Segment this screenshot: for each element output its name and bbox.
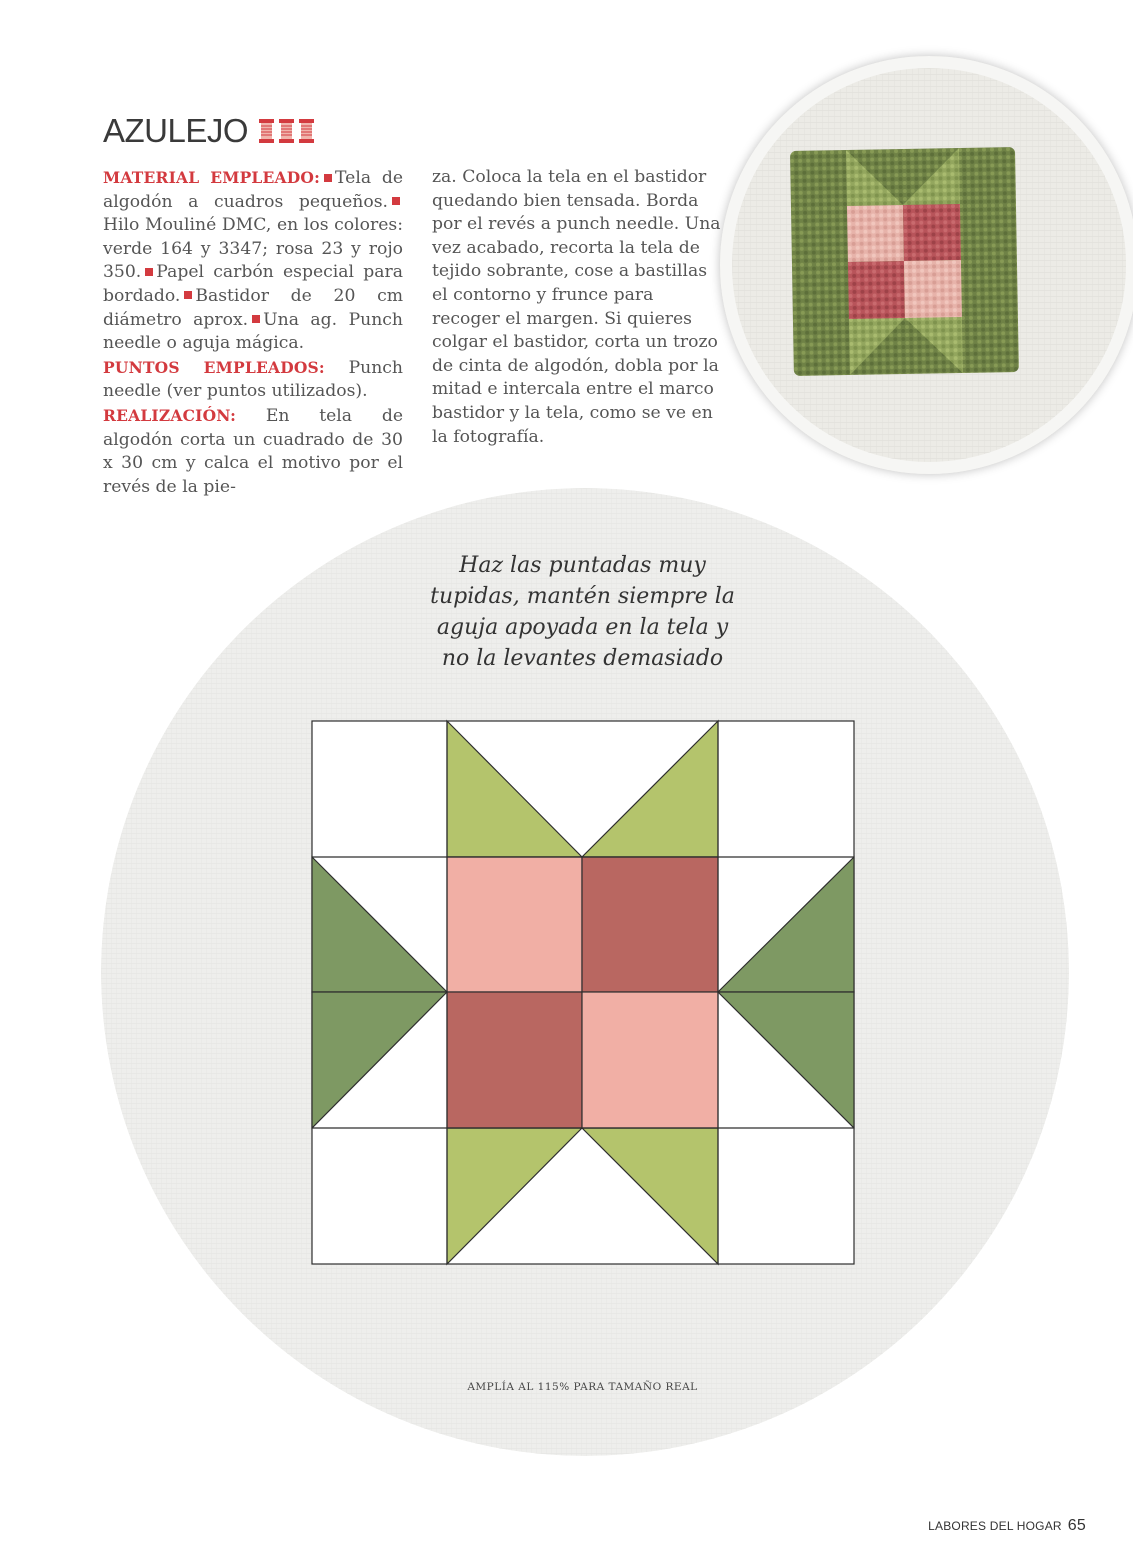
page-number: 65 — [1067, 1517, 1086, 1534]
bullet-icon — [145, 268, 153, 276]
thread-spool-icon — [298, 118, 315, 144]
difficulty-spools — [258, 118, 315, 144]
material-item: Hilo Mouliné DMC, en los colores: verde 164 y 3347; rosa 23 y rojo 350. — [103, 215, 403, 283]
article-title — [103, 112, 315, 150]
puntos-label: PUNTOS EMPLEADOS: — [103, 357, 325, 377]
material-item: Tela de algodón a cuadros pequeños. — [103, 168, 403, 212]
instructions-column-1 — [103, 166, 403, 499]
enlarge-caption: AMPLÍA AL 115% PARA TAMAÑO REAL — [467, 1381, 698, 1393]
instructions-column-2 — [432, 166, 722, 449]
bullet-icon — [184, 291, 192, 299]
material-item: Una ag. Punch needle o aguja mágica. — [103, 309, 404, 354]
material-item: Papel carbón especial para bordado. — [103, 262, 403, 306]
puntos-text: Punch needle (ver puntos utilizados). — [103, 357, 403, 402]
material-label: MATERIAL EMPLEADO: — [103, 168, 321, 187]
bullet-icon — [324, 174, 332, 182]
realizacion-text: En tela de algodón corta un cuadrado de 30 x 30 cm y calca el motivo por el revés de la pie- — [103, 405, 403, 497]
page-footer — [928, 1517, 1086, 1535]
bullet-icon — [392, 197, 400, 205]
realizacion-label: REALIZACIÓN: — [103, 405, 237, 425]
thread-spool-icon — [278, 118, 295, 144]
thread-spool-icon — [258, 118, 275, 144]
realizacion-continued: za. Coloca la tela en el bastidor quedando bien tensada. Borda por el revés a punch needle. Una vez acabado, recorta la tela de tejido sobrante, cose a bastillas el contorno y frunce para recoger el margen. Si quieres colgar el bastidor, corta un trozo de cinta de algodón, dobla por la mitad e intercala entre el marco bastidor y la tela, como se ve en la fotografía. — [432, 167, 721, 447]
title-text: AZULEJO — [103, 112, 249, 149]
material-item: Bastidor de 20 cm diámetro aprox. — [103, 285, 403, 330]
tip-quote: Haz las puntadas muy tupidas, mantén siempre la aguja apoyada en la tela y no la levantes demasiado — [430, 553, 735, 671]
photo-illustration — [720, 56, 1133, 474]
magazine-name: LABORES DEL HOGAR — [928, 1519, 1062, 1533]
finished-piece-photo — [720, 56, 1133, 474]
bullet-icon — [252, 315, 260, 323]
